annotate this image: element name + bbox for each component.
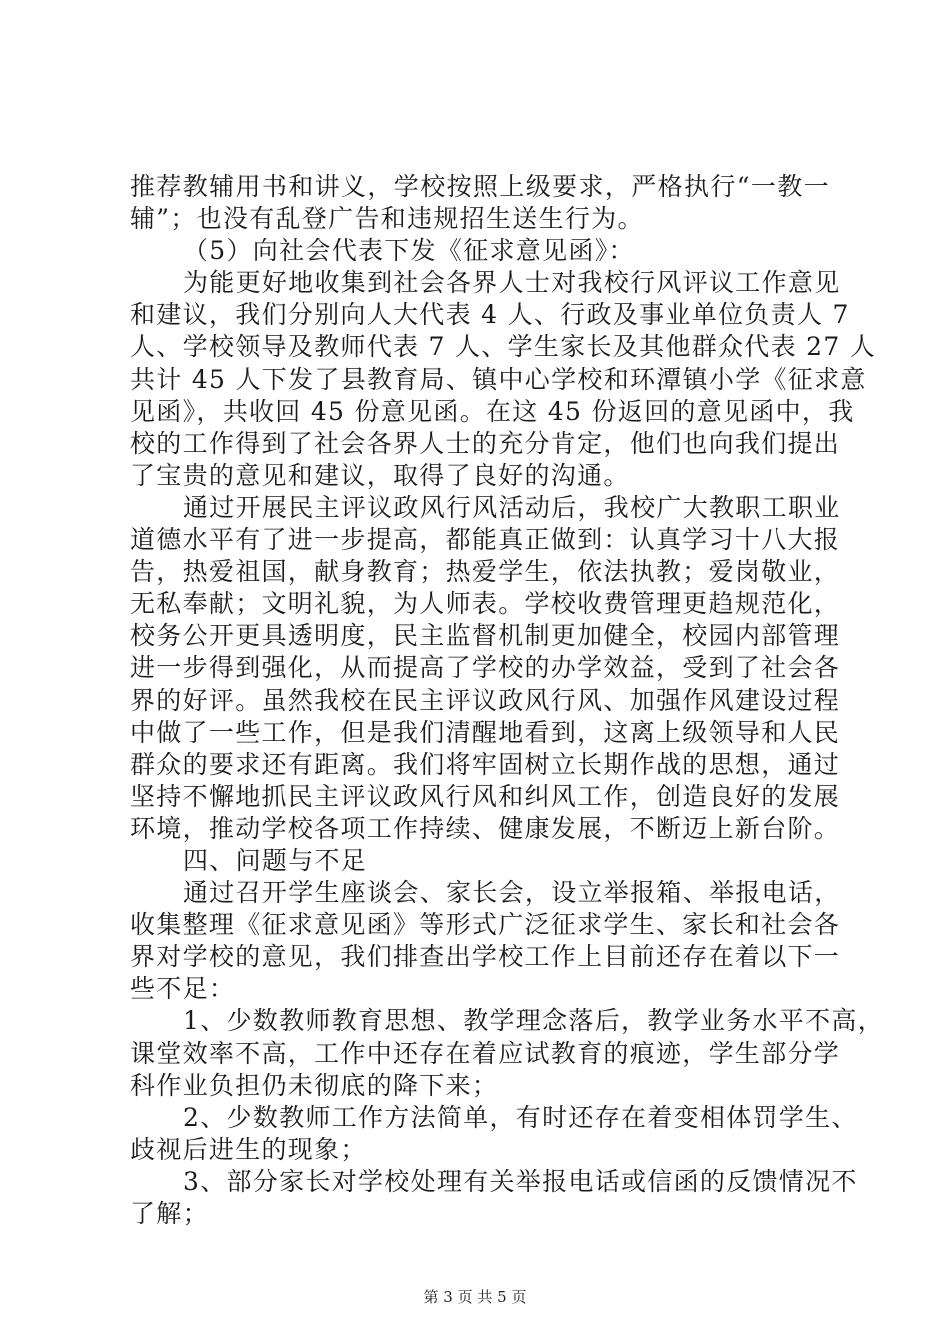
text-line: （5）向社会代表下发《征求意见函》： [183,236,635,266]
text-line: 歧视后进生的现象； [130,1134,367,1164]
text-line: 了解； [130,1199,209,1228]
text-line: 通过召开学生座谈会、家长会，设立举报箱、举报电话， [183,878,841,908]
text-line: 收集整理《征求意见函》等形式广泛征求学生、家长和社会各 [130,910,841,940]
page-footer: 第 3 页 共 5 页 [423,1288,527,1306]
text-line: 共计 45 人下发了县教育局、镇中心学校和环潭镇小学《征求意 [130,364,867,394]
text-line: 见函》，共收回 45 份意见函。在这 45 份返回的意见函中，我 [130,396,855,426]
text-line: 辅”；也没有乱登广告和违规招生送生行为。 [130,204,644,234]
text-line: 道德水平有了进一步提高，都能真正做到：认真学习十八大报 [130,525,841,555]
text-line: 无私奉献；文明礼貌，为人师表。学校收费管理更趋规范化， [130,589,841,619]
text-line: 课堂效率不高，工作中还存在着应试教育的痕迹，学生部分学 [130,1038,841,1068]
text-line: 群众的要求还有距离。我们将牢固树立长期作战的思想，通过 [130,749,841,779]
text-line: 进一步得到强化，从而提高了学校的办学效益，受到了社会各 [130,653,841,683]
text-line: 通过开展民主评议政风行风活动后，我校广大教职工职业 [183,492,841,522]
text-line: 了宝贵的意见和建议，取得了良好的沟通。 [130,460,630,490]
text-line: 界的好评。虽然我校在民主评议政风行风、加强作风建设过程 [130,685,841,715]
text-line: 和建议，我们分别向人大代表 4 人、行政及事业单位负责人 7 [130,300,850,330]
text-line: 科作业负担仍未彻底的降下来； [130,1070,499,1100]
text-line: 校的工作得到了社会各界人士的充分肯定，他们也向我们提出 [130,428,841,458]
text-line: 1、少数教师教育思想、教学理念落后，教学业务水平不高， [183,1006,885,1036]
text-line: 告，热爱祖国，献身教育；热爱学生，依法执教；爱岗敬业， [130,557,841,587]
text-line: 人、学校领导及教师代表 7 人、学生家长及其他群众代表 27 人 [130,332,877,362]
text-line: 环境，推动学校各项工作持续、健康发展，不断迈上新台阶。 [130,813,841,843]
text-line: 四、问题与不足 [183,845,368,875]
text-line: 界对学校的意见，我们排查出学校工作上目前还存在着以下一 [130,942,841,972]
text-line: 中做了一些工作，但是我们清醒地看到，这离上级领导和人民 [130,717,841,747]
text-line: 坚持不懈地抓民主评议政风行风和纠风工作，创造良好的发展 [130,781,841,811]
text-line: 2、少数教师工作方法简单，有时还存在着变相体罚学生、 [183,1102,858,1132]
document-body [130,171,885,1230]
text-line: 校务公开更具透明度，民主监督机制更加健全，校园内部管理 [130,621,841,651]
text-line: 推荐教辅用书和讲义，学校按照上级要求，严格执行“一教一 [130,172,830,201]
text-line: 些不足： [130,974,236,1004]
text-line: 为能更好地收集到社会各界人士对我校行风评议工作意见 [183,268,841,298]
text-line: 3、部分家长对学校处理有关举报电话或信函的反馈情况不 [183,1166,858,1196]
